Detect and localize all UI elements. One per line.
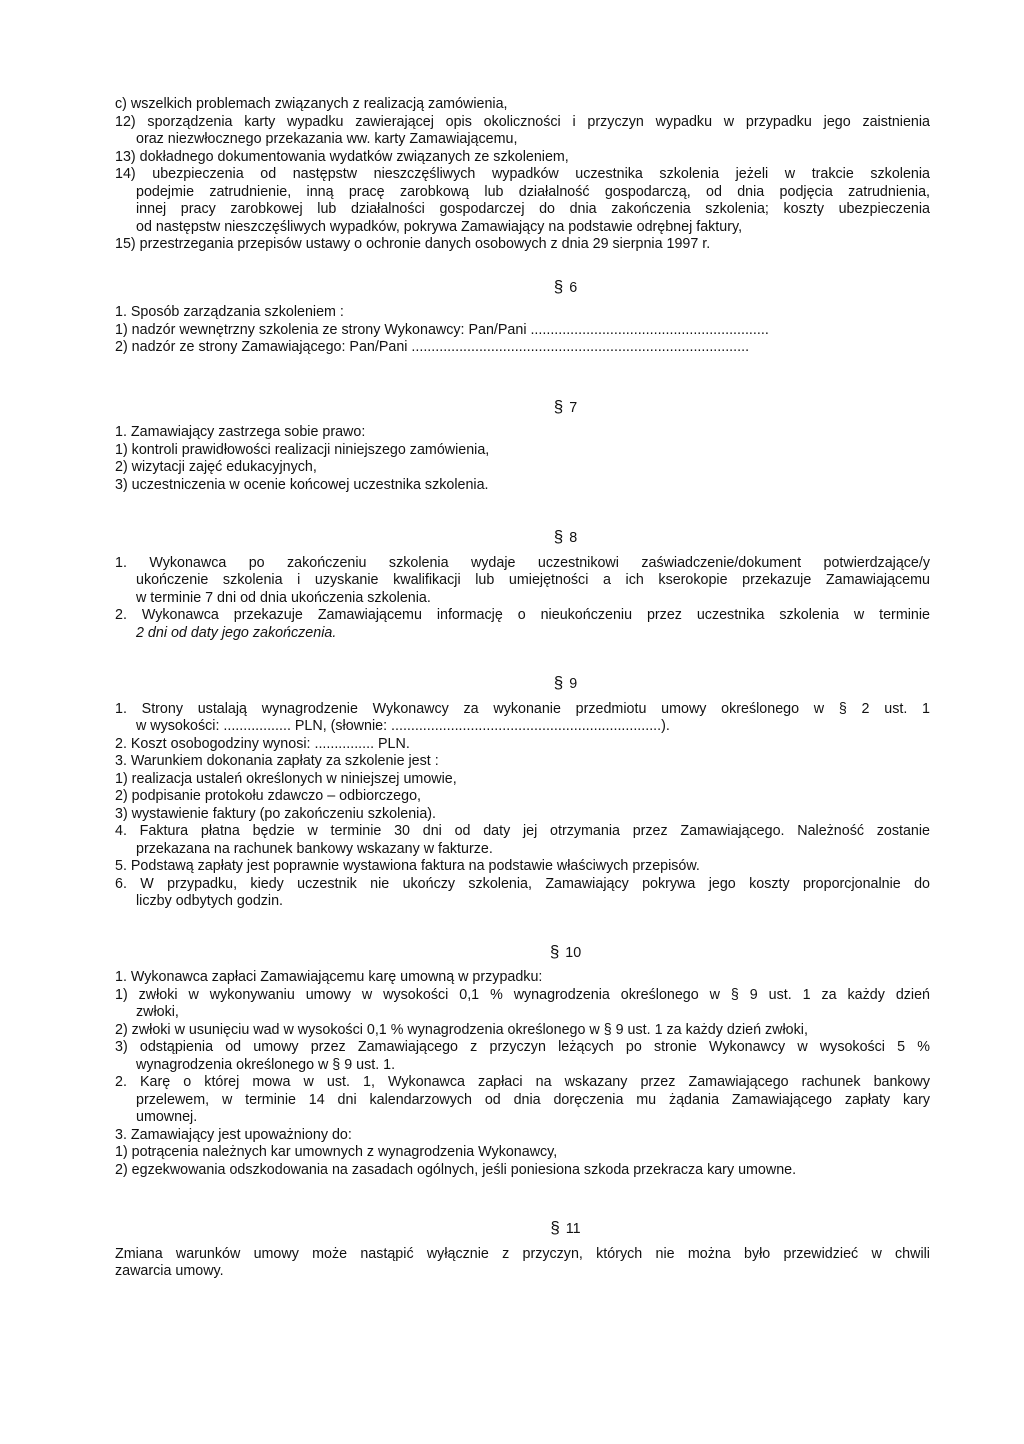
section-symbol: § [550, 1218, 560, 1237]
clause [115, 876, 930, 911]
clause-line: 2) wizytacji zajęć edukacyjnych, [115, 459, 317, 475]
clause [115, 304, 930, 322]
section-symbol: § [553, 396, 564, 416]
clause-line: 1. Wykonawca zapłaci Zamawiającemu karę umowną w przypadku: [115, 969, 543, 985]
clause-line: 1) realizacja ustaleń określonych w niniejszej umowie, [115, 770, 457, 787]
section-6 [115, 278, 930, 357]
clause-line: zwłoki, [136, 1004, 179, 1020]
clause-line: 1) nadzór wewnętrzny szkolenia ze strony Wykonawcy: Pan/Pani ............................................................ [115, 321, 769, 338]
clause [115, 1074, 930, 1127]
clause [115, 701, 930, 736]
clause-line: podejmie zatrudnienie, inną pracę zarobkową lub działalność gospodarczą, od dnia podjęcia zatrudnienia, [136, 183, 930, 200]
clause-line: 13) dokładnego dokumentowania wydatków związanych ze szkoleniem, [115, 148, 569, 165]
clause-line: 3) odstąpienia od umowy przez Zamawiającego z przyczyn leżących po stronie Wykonawcy w wysokości 5 % [115, 1039, 930, 1055]
clause-line: 2) zwłoki w usunięciu wad w wysokości 0,1 % wynagrodzenia określonego w § 9 ust. 1 za każdy dzień zwłoki, [115, 1021, 808, 1038]
section-number: 11 [565, 1221, 581, 1237]
section-heading [115, 398, 930, 418]
section-symbol: § [553, 276, 564, 296]
clause-line: 1) kontroli prawidłowości realizacji niniejszego zamówienia, [115, 441, 490, 458]
section-9 [115, 674, 930, 911]
clause-line: liczby odbytych godzin. [136, 893, 284, 909]
clause-line: 6. W przypadku, kiedy uczestnik nie ukończy szkolenia, Zamawiający pokrywa jego koszty proporcjonalnie do [115, 875, 930, 892]
clause-line: 1. Wykonawca po zakończeniu szkolenia wydaje uczestnikowi zaświadczenie/dokument potwierdzające/y [115, 554, 930, 571]
clause [115, 322, 930, 340]
clause-line: od następstw nieszczęśliwych wypadków, pokrywa Zamawiający na podstawie odrębnej faktury, [136, 218, 743, 235]
clause-line: c) wszelkich problemach związanych z realizacją zamówienia, [115, 96, 508, 112]
clause-line: 1) zwłoki w wykonywaniu umowy w wysokości 0,1 % wynagrodzenia określonego w § 9 ust. 1 za każdy dzień [115, 986, 930, 1003]
clause-line: wynagrodzenia określonego w § 9 ust. 1. [136, 1056, 396, 1073]
clause [115, 1246, 930, 1281]
section-heading [115, 943, 930, 963]
section-11 [115, 1219, 930, 1281]
section-number: 9 [569, 676, 578, 692]
clause-12 [115, 114, 930, 149]
clause-line: Zmiana warunków umowy może nastąpić wyłącznie z przyczyn, których nie można było przewidzieć w chwili [115, 1245, 930, 1262]
clause-line: 2. Koszt osobogodziny wynosi: ............... PLN. [115, 735, 410, 752]
clause [115, 823, 930, 858]
clause-line: 3) wystawienie faktury (po zakończeniu szkolenia). [115, 805, 437, 822]
clause-15 [115, 236, 930, 254]
clause-line: 15) przestrzegania przepisów ustawy o ochronie danych osobowych z dnia 29 sierpnia 1997 r. [115, 236, 711, 252]
section-number: 8 [569, 530, 578, 546]
section-symbol: § [553, 673, 564, 692]
contract-page [115, 96, 930, 1281]
clause-line: 1. Zamawiający zastrzega sobie prawo: [115, 424, 366, 440]
clause-13 [115, 149, 930, 167]
clause-line: w terminie 7 dni od dnia ukończenia szkolenia. [136, 589, 431, 606]
section-heading [115, 1219, 930, 1239]
clause-line: 3. Zamawiający jest upoważniony do: [115, 1126, 352, 1143]
clause-line: 1. Sposób zarządzania szkoleniem : [115, 304, 344, 320]
clause-line: ukończenie szkolenia i uzyskanie kwalifikacji lub umiejętności a ich kserokopie przekazuje Zamawiającemu [136, 572, 930, 588]
section-symbol: § [553, 527, 564, 546]
section-8 [115, 528, 930, 642]
clause-line: przekazana na rachunek bankowy wskazany w fakturze. [136, 840, 493, 857]
clause-line: innej pracy zarobkowej lub działalności gospodarczej do dnia zakończenia szkolenia; koszty ubezpieczenia [136, 201, 930, 217]
clause-line: 2) podpisanie protokołu zdawczo – odbiorczego, [115, 788, 421, 804]
clause-line: umownej. [136, 1109, 198, 1125]
clause-c [115, 96, 930, 114]
clause-line: 1) potrącenia należnych kar umownych z wynagrodzenia Wykonawcy, [115, 1144, 558, 1160]
section-symbol: § [549, 941, 560, 961]
clause-line: przelewem, w terminie 14 dni kalendarzowych od dnia doręczenia mu żądania Zamawiającego zapłaty kary [136, 1091, 930, 1108]
clause-line: oraz niezwłocznego przekazania ww. karty Zamawiającemu, [136, 131, 518, 147]
clause-line: 12) sporządzenia karty wypadku zawierającej opis okoliczności i przyczyn wypadku w przypadku jego zaistnienia [115, 113, 930, 130]
section-10 [115, 943, 930, 1180]
clause-line: 5. Podstawą zapłaty jest poprawnie wystawiona faktura na podstawie właściwych przepisów. [115, 858, 700, 874]
clause-line: w wysokości: ................. PLN, (słownie: ....................................................................). [136, 718, 670, 734]
clause-line: 14) ubezpieczenia od następstw nieszczęśliwych wypadków uczestnika szkolenia jeżeli w trakcie szkolenia [115, 166, 930, 182]
clause-line: 3. Warunkiem dokonania zapłaty za szkolenie jest : [115, 753, 439, 769]
clause-14 [115, 166, 930, 236]
section-continuation [115, 96, 930, 254]
clause-line: 1. Strony ustalają wynagrodzenie Wykonawcy za wykonanie przedmiotu umowy określonego w § 2 ust. 1 [115, 700, 930, 717]
section-number: 7 [569, 399, 578, 416]
clause-line: 2. Karę o której mowa w ust. 1, Wykonawca zapłaci na wskazany przez Zamawiającego rachunek bankowy [115, 1074, 930, 1090]
clause [115, 339, 930, 357]
clause-line: 2 dni od daty jego zakończenia. [136, 624, 337, 641]
section-number: 10 [565, 944, 582, 961]
section-heading [115, 674, 930, 694]
clause [115, 1039, 930, 1074]
clause [115, 987, 930, 1022]
section-heading [115, 278, 930, 298]
clause-line: 2. Wykonawca przekazuje Zamawiającemu informację o nieukończeniu przez uczestnika szkolenia w terminie [115, 607, 930, 623]
clause-line: 2) egzekwowania odszkodowania na zasadach ogólnych, jeśli poniesiona szkoda przekracza kary umowne. [115, 1161, 797, 1178]
clause-line: zawarcia umowy. [115, 1263, 224, 1279]
section-heading [115, 528, 930, 548]
section-7 [115, 398, 930, 495]
clause [115, 555, 930, 608]
clause-line: 2) nadzór ze strony Zamawiającego: Pan/Pani ..................................................................................... [115, 339, 750, 355]
clause-line: 4. Faktura płatna będzie w terminie 30 dni od daty jej otrzymania przez Zamawiającego. Należność zostanie [115, 823, 930, 839]
section-number: 6 [569, 279, 578, 296]
clause-line: 3) uczestniczenia w ocenie końcowej uczestnika szkolenia. [115, 476, 489, 493]
clause [115, 607, 930, 642]
